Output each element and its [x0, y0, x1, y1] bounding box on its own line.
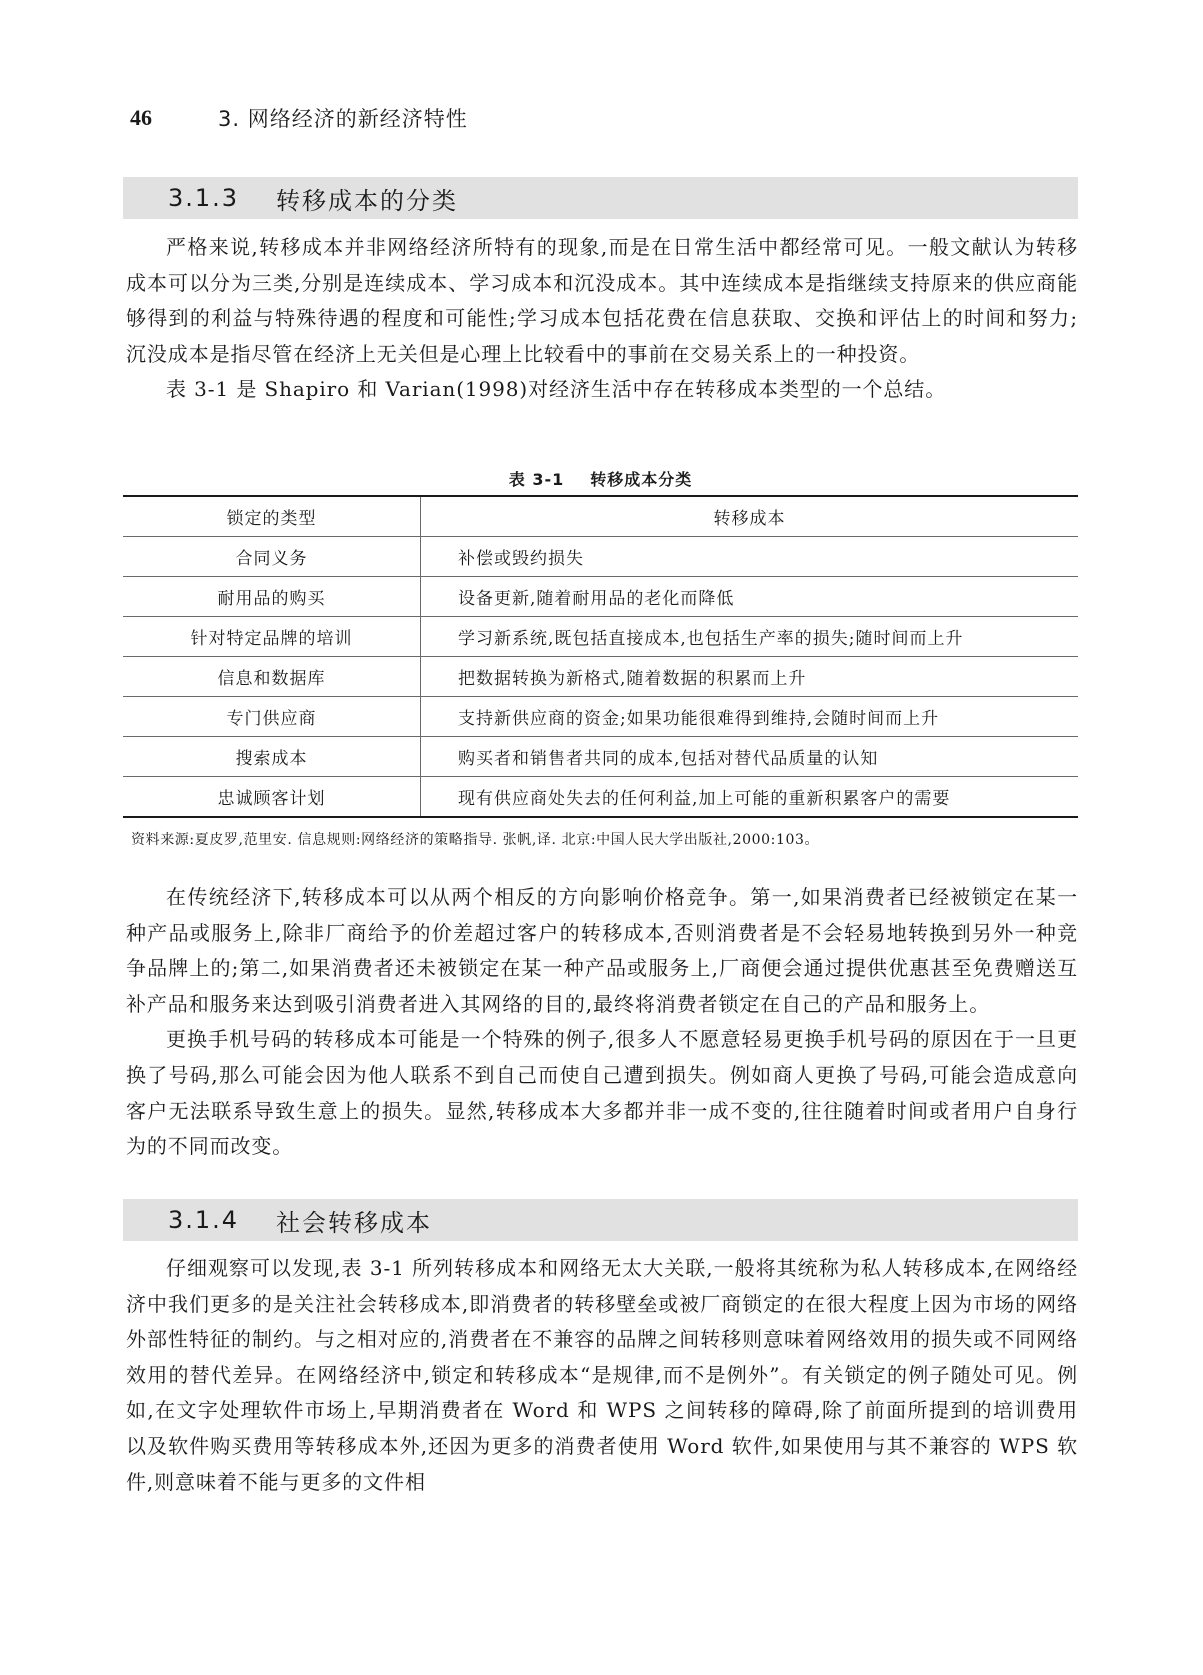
- table-row: [123, 657, 1078, 697]
- table-caption: [123, 467, 1078, 490]
- table-cell-switching-cost: 支持新供应商的资金;如果功能很难得到维持,会随时间而上升: [421, 697, 1079, 737]
- section-title: 社会转移成本: [276, 1208, 432, 1237]
- section-title: 转移成本的分类: [276, 186, 458, 215]
- table-row: [123, 777, 1078, 818]
- page-number: 46: [130, 105, 152, 130]
- section-3-1-3-body: [126, 230, 1078, 408]
- table-caption-title: 转移成本分类: [590, 470, 693, 489]
- section-heading-3-1-3: [123, 177, 1078, 219]
- table-cell-lock-type: 信息和数据库: [123, 657, 421, 697]
- table-row: [123, 697, 1078, 737]
- paragraph: 严格来说,转移成本并非网络经济所特有的现象,而是在日常生活中都经常可见。一般文献认为转移成本可以分为三类,分别是连续成本、学习成本和沉没成本。其中连续成本是指继续支持原来的供应商能够得到的利益与特殊待遇的程度和可能性;学习成本包括花费在信息获取、交换和评估上的时间和努力;沉没成本是指尽管在经济上无关但是心理上比较看中的事前在交易关系上的一种投资。: [126, 235, 1078, 366]
- page-header: [130, 98, 468, 138]
- table-header-row: [123, 496, 1078, 537]
- switching-cost-table: [123, 495, 1078, 818]
- table-row: [123, 537, 1078, 577]
- middle-body: [126, 880, 1078, 1165]
- column-header-lock-type: 锁定的类型: [123, 496, 421, 537]
- table-cell-switching-cost: 把数据转换为新格式,随着数据的积累而上升: [421, 657, 1079, 697]
- table-cell-lock-type: 耐用品的购买: [123, 577, 421, 617]
- section-number: 3.1.3: [168, 184, 240, 212]
- table-row: [123, 737, 1078, 777]
- table-cell-lock-type: 合同义务: [123, 537, 421, 577]
- table-cell-switching-cost: 购买者和销售者共同的成本,包括对替代品质量的认知: [421, 737, 1079, 777]
- table-cell-switching-cost: 补偿或毁约损失: [421, 537, 1079, 577]
- column-header-switching-cost: 转移成本: [421, 496, 1079, 537]
- table-source-note: 资料来源:夏皮罗,范里安. 信息规则:网络经济的策略指导. 张帆,译. 北京:中国人民大学出版社,2000:103。: [131, 832, 820, 848]
- paragraph: 更换手机号码的转移成本可能是一个特殊的例子,很多人不愿意轻易更换手机号码的原因在于一旦更换了号码,那么可能会因为他人联系不到自己而使自己遭到损失。例如商人更换了号码,可能会造成意向客户无法联系导致生意上的损失。显然,转移成本大多都并非一成不变的,往往随着时间或者用户自身行为的不同而改变。: [126, 1027, 1078, 1159]
- table-cell-switching-cost: 学习新系统,既包括直接成本,也包括生产率的损失;随时间而上升: [421, 617, 1079, 657]
- table-caption-label: 表 3-1: [508, 470, 565, 489]
- table-cell-lock-type: 忠诚顾客计划: [123, 777, 421, 818]
- table-row: [123, 617, 1078, 657]
- table-cell-switching-cost: 设备更新,随着耐用品的老化而降低: [421, 577, 1079, 617]
- table-cell-lock-type: 搜索成本: [123, 737, 421, 777]
- table-cell-lock-type: 针对特定品牌的培训: [123, 617, 421, 657]
- paragraph: 表 3-1 是 Shapiro 和 Varian(1998)对经济生活中存在转移成本类型的一个总结。: [166, 377, 947, 402]
- paragraph: 仔细观察可以发现,表 3-1 所列转移成本和网络无太大关联,一般将其统称为私人转移成本,在网络经济中我们更多的是关注社会转移成本,即消费者的转移壁垒或被厂商锁定的在很大程度上因为市场的网络外部性特征的制约。与之相对应的,消费者在不兼容的品牌之间转移则意味着网络效用的损失或不同网络效用的替代差异。在网络经济中,锁定和转移成本“是规律,而不是例外”。有关锁定的例子随处可见。例如,在文字处理软件市场上,早期消费者在 Word 和 WPS 之间转移的障碍,除了前面所提到的培训费用以及软件购买费用等转移成本外,还因为更多的消费者使用 Word 软件,如果使用与其不兼容的 WPS 软件,则意味着不能与更多的文件相: [126, 1256, 1078, 1494]
- running-title: 3. 网络经济的新经济特性: [218, 107, 468, 131]
- table-cell-lock-type: 专门供应商: [123, 697, 421, 737]
- section-3-1-4-body: [126, 1251, 1078, 1500]
- section-number: 3.1.4: [168, 1206, 240, 1234]
- paragraph: 在传统经济下,转移成本可以从两个相反的方向影响价格竞争。第一,如果消费者已经被锁定在某一种产品或服务上,除非厂商给予的价差超过客户的转移成本,否则消费者是不会轻易地转换到另外一种竞争品牌上的;第二,如果消费者还未被锁定在某一种产品或服务上,厂商便会通过提供优惠甚至免费赠送互补产品和服务来达到吸引消费者进入其网络的目的,最终将消费者锁定在自己的产品和服务上。: [126, 885, 1078, 1016]
- table-cell-switching-cost: 现有供应商处失去的任何利益,加上可能的重新积累客户的需要: [421, 777, 1079, 818]
- table-row: [123, 577, 1078, 617]
- section-heading-3-1-4: [123, 1199, 1078, 1241]
